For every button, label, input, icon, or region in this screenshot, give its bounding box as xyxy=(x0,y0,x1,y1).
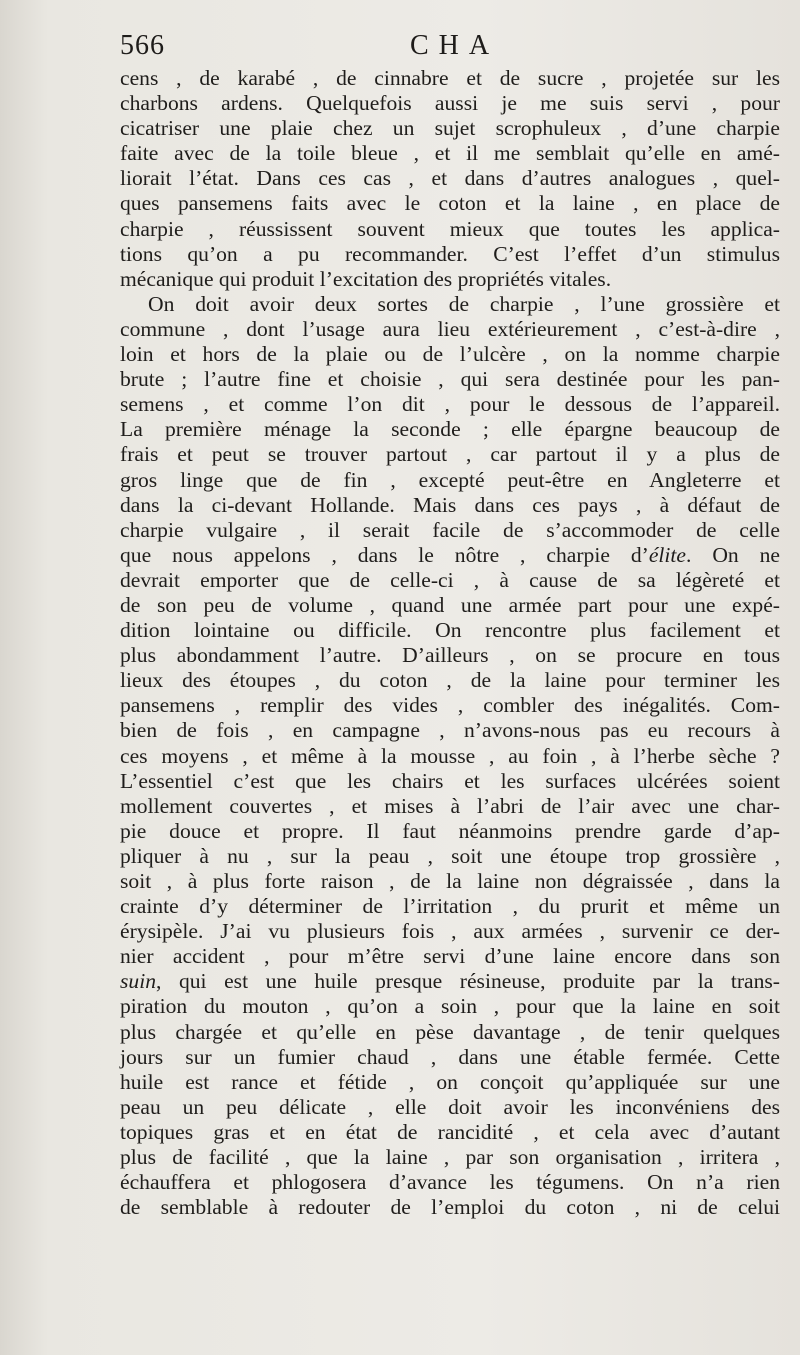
text-line: tions qu’on a pu recommander. C’est l’effet d’un stimulus xyxy=(120,241,780,266)
italic-word: suin xyxy=(120,969,156,994)
text-line: érysipèle. J’ai vu plusieurs fois , aux armées , survenir ce der- xyxy=(120,919,780,944)
text-line xyxy=(120,543,780,568)
page-number: 566 xyxy=(120,30,165,61)
text-segment: . On ne xyxy=(686,542,780,567)
running-title: CHA xyxy=(410,30,500,61)
text-line: bien de fois , en campagne , n’avons-nous pas eu recours à xyxy=(120,718,780,743)
text-line: cens , de karabé , de cinnabre et de sucre , projetée sur les xyxy=(120,66,780,90)
text-line: huile est rance et fétide , on conçoit qu’appliquée sur une xyxy=(120,1069,780,1094)
text-line: cicatriser une plaie chez un sujet scrophuleux , d’une charpie xyxy=(120,116,780,141)
text-line: devrait emporter que de celle-ci , à cause de sa légèreté et xyxy=(120,567,780,592)
text-line: La première ménage la seconde ; elle épargne beaucoup de xyxy=(120,417,780,442)
text-line: loin et hors de la plaie ou de l’ulcère , on la nomme charpie xyxy=(120,342,780,367)
italic-word: élite xyxy=(648,542,686,567)
text-line: pliquer à nu , sur la peau , soit une étoupe trop grossière , xyxy=(120,843,780,868)
text-line: plus chargée et qu’elle en pèse davantage , de tenir quelques xyxy=(120,1019,780,1044)
text-line: piration du mouton , qu’on a soin , pour que la laine en soit xyxy=(120,994,780,1019)
text-line: ces moyens , et même à la mousse , au foin , à l’herbe sèche ? xyxy=(120,743,780,768)
text-line: charbons ardens. Quelquefois aussi je me suis servi , pour xyxy=(120,91,780,116)
text-line: charpie , réussissent souvent mieux que toutes les applica- xyxy=(120,216,780,241)
text-line: mollement couvertes , et mises à l’abri de l’air avec une char- xyxy=(120,793,780,818)
text-line: peau un peu délicate , elle doit avoir les inconvéniens des xyxy=(120,1094,780,1119)
text-line: topiques gras et en état de rancidité , et cela avec d’autant xyxy=(120,1119,780,1144)
text-line: de son peu de volume , quand une armée part pour une expé- xyxy=(120,592,780,617)
text-line: ques pansemens faits avec le coton et la laine , en place de xyxy=(120,191,780,216)
text-line: L’essentiel c’est que les chairs et les surfaces ulcérées soient xyxy=(120,768,780,793)
text-line: brute ; l’autre fine et choisie , qui sera destinée pour les pan- xyxy=(120,367,780,392)
text-line: jours sur un fumier chaud , dans une étable fermée. Cette xyxy=(120,1044,780,1069)
text-line: mécanique qui produit l’excitation des propriétés vitales. xyxy=(120,266,612,291)
text-segment: que nous appelons , dans le nôtre , charpie d’ xyxy=(120,542,649,567)
text-line xyxy=(120,969,780,994)
text-line: plus de facilité , que la laine , par son organisation , irritera , xyxy=(120,1145,780,1170)
text-line: liorait l’état. Dans ces cas , et dans d’autres analogues , quel- xyxy=(120,166,780,191)
text-line: dition lointaine ou difficile. On rencontre plus facilement et xyxy=(120,618,780,643)
text-line: gros linge que de fin , excepté peut-être en Angleterre et xyxy=(120,467,780,492)
text-line: faite avec de la toile bleue , et il me semblait qu’elle en amé- xyxy=(120,141,780,166)
text-line: lieux des étoupes , du coton , de la laine pour terminer les xyxy=(120,668,780,693)
text-line: pansemens , remplir des vides , combler des inégalités. Com- xyxy=(120,693,780,718)
text-line: plus abondamment l’autre. D’ailleurs , on se procure en tous xyxy=(120,643,780,668)
text-line: dans la ci-devant Hollande. Mais dans ces pays , à défaut de xyxy=(120,492,780,517)
text-line: On doit avoir deux sortes de charpie , l’une grossière et xyxy=(148,291,780,316)
text-line: charpie vulgaire , il serait facile de s’accommoder de celle xyxy=(120,517,780,542)
text-line: semens , et comme l’on dit , pour le dessous de l’appareil. xyxy=(120,392,780,417)
text-line: commune , dont l’usage aura lieu extérieurement , c’est-à-dire , xyxy=(120,316,780,341)
text-segment: , qui est une huile presque résineuse, produite par la trans- xyxy=(156,969,780,994)
text-line: pie douce et propre. Il faut néanmoins prendre garde d’ap- xyxy=(120,818,780,843)
text-line: échauffera et phlogosera d’avance les tégumens. On n’a rien xyxy=(120,1170,780,1195)
text-line: nier accident , pour m’être servi d’une laine encore dans son xyxy=(120,944,780,969)
text-line: frais et peut se trouver partout , car partout il y a plus de xyxy=(120,442,780,467)
text-line: soit , à plus forte raison , de la laine non dégraissée , dans la xyxy=(120,869,780,893)
body-text xyxy=(120,66,780,1220)
running-head xyxy=(120,30,780,64)
text-line: de semblable à redouter de l’emploi du coton , ni de celui xyxy=(120,1195,780,1220)
text-line: crainte d’y déterminer de l’irritation , du prurit et même un xyxy=(120,894,780,919)
